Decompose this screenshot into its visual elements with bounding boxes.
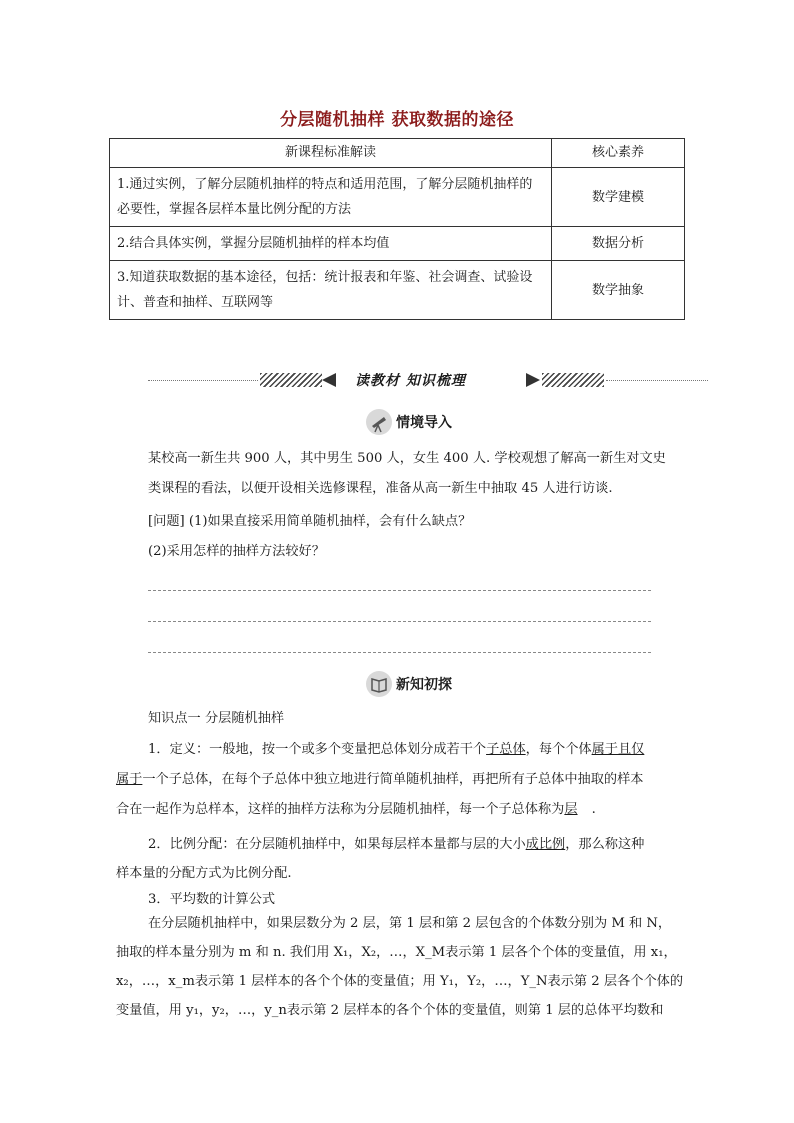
- definition-text: 一个子总体，在每个子总体中独立地进行简单随机抽样，再把所有子总体中抽取的样本: [142, 772, 644, 787]
- header-literacy: 核心素养: [552, 139, 685, 168]
- ratio-text: ，那么称这种: [565, 837, 645, 852]
- standard-text: 2.结合具体实例，掌握分层随机抽样的样本均值: [110, 227, 552, 261]
- banner-divider-right: [606, 380, 708, 381]
- answer-line: [148, 621, 651, 622]
- knowledge-heading-text: 新知初探: [396, 677, 452, 693]
- blank-answer: 属于且仅: [591, 742, 645, 757]
- mean-line: 在分层随机抽样中，如果层数分为 2 层，第 1 层和第 2 层包含的个体数分别为 M 和 N，: [148, 916, 672, 931]
- mean-line: x₂，…，x_m表示第 1 层样本的各个个体的变量值；用 Y₁，Y₂，…，Y_N表示第 2 层各个个体的: [116, 974, 684, 989]
- definition-text: 合在一起作为总样本，这样的抽样方法称为分层随机抽样，每一个子总体称为: [116, 802, 565, 817]
- situation-heading: [366, 409, 452, 435]
- telescope-icon: [366, 409, 392, 435]
- table-row: [110, 261, 685, 320]
- section-banner: [148, 370, 708, 392]
- standard-text: 3.知道获取数据的基本途径，包括：统计报表和年鉴、社会调查、试验设计、普查和抽样、互联网等: [110, 261, 552, 320]
- ratio-text: 2．比例分配：在分层随机抽样中，如果每层样本量都与层的大小: [148, 837, 526, 852]
- blank-answer: 成比例: [525, 837, 566, 852]
- page-title: 分层随机抽样 获取数据的途径: [280, 110, 514, 130]
- blank-answer: 层: [564, 802, 578, 817]
- mean-formula-title: 3．平均数的计算公式: [148, 892, 276, 907]
- ratio-line1: [148, 835, 644, 855]
- situation-heading-text: 情境导入: [396, 415, 452, 431]
- table-header-row: [110, 139, 685, 168]
- ratio-line2: 样本量的分配方式为比例分配.: [116, 866, 292, 881]
- situation-paragraph-line1: 某校高一新生共 900 人，其中男生 500 人，女生 400 人. 学校观想了解高一新生对文史: [148, 451, 666, 466]
- answer-line: [148, 590, 651, 591]
- header-standards: 新课程标准解读: [110, 139, 552, 168]
- answer-line: [148, 652, 651, 653]
- standard-text: 1.通过实例，了解分层随机抽样的特点和适用范围，了解分层随机抽样的必要性，掌握各层样本量比例分配的方法: [110, 168, 552, 227]
- standards-table: [109, 138, 685, 320]
- literacy-cell: 数学抽象: [552, 261, 685, 320]
- table-row: [110, 168, 685, 227]
- banner-hatch-right: [542, 373, 604, 387]
- banner-divider-left: [148, 380, 258, 381]
- book-icon: [366, 671, 392, 697]
- blank-answer: 子总体: [486, 742, 526, 757]
- definition-line1: [148, 740, 644, 760]
- literacy-cell: 数学建模: [552, 168, 685, 227]
- mean-line: 抽取的样本量分别为 m 和 n. 我们用 X₁，X₂，…，X_M表示第 1 层各个个体的变量值，用 x₁，: [116, 945, 677, 960]
- definition-line3: [116, 800, 596, 820]
- literacy-cell: 数据分析: [552, 227, 685, 261]
- banner-arrow-left-icon: [322, 373, 336, 387]
- banner-label: 读教材 知识梳理: [355, 373, 466, 389]
- table-row: [110, 227, 685, 261]
- question-1: [问题] (1)如果直接采用简单随机抽样，会有什么缺点？: [148, 514, 472, 529]
- definition-text: 1．定义：一般地，按一个或多个变量把总体划分成若干个: [148, 742, 487, 757]
- banner-hatch-left: [260, 373, 322, 387]
- mean-line: 变量值，用 y₁，y₂，…，y_n表示第 2 层样本的各个个体的变量值，则第 1 层的总体平均数和: [116, 1003, 664, 1018]
- blank-answer: 属于: [116, 772, 143, 787]
- knowledge-point-title: 知识点一 分层随机抽样: [148, 711, 285, 726]
- question-2: (2)采用怎样的抽样方法较好？: [148, 544, 325, 559]
- situation-paragraph-line2: 类课程的看法，以便开设相关选修课程，准备从高一新生中抽取 45 人进行访谈.: [148, 481, 613, 496]
- banner-arrow-right-icon: [526, 373, 540, 387]
- definition-line2: [116, 770, 644, 790]
- definition-text: ，每个个体: [525, 742, 592, 757]
- knowledge-heading: [366, 671, 452, 697]
- definition-text: .: [591, 802, 596, 817]
